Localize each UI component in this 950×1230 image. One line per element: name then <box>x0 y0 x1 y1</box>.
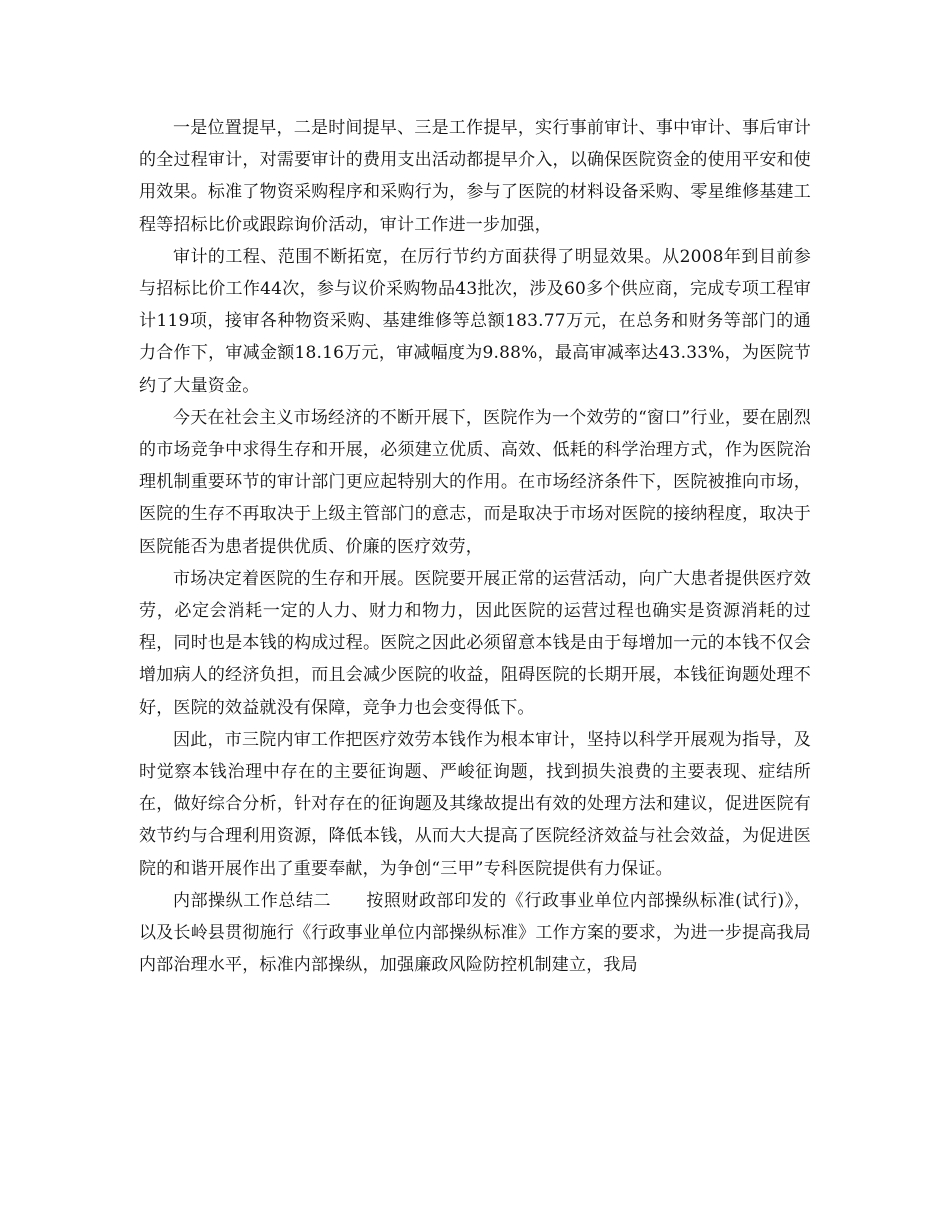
paragraph-1: 一是位置提早，二是时间提早、三是工作提早，实行事前审计、事中审计、事后审计的全过程审计，对需要审计的费用支出活动都提早介入，以确保医院资金的使用平安和使用效果。标准了物资采购程序和采购行为，参与了医院的材料设备采购、零星维修基建工程等招标比价或跟踪询价活动，审计工作进一步加强， <box>139 118 811 235</box>
paragraph-4: 市场决定着医院的生存和开展。医院要开展正常的运营活动，向广大患者提供医疗效劳，必定会消耗一定的人力、财力和物力，因此医院的运营过程也确实是资源消耗的过程，同时也是本钱的构成过程。医院之因此必须留意本钱是由于每增加一元的本钱不仅会增加病人的经济负担，而且会减少医院的收益，阻碍医院的长期开展，本钱征询题处理不好，医院的效益就没有保障，竞争力也会变得低下。 <box>139 568 811 718</box>
paragraph-2: 审计的工程、范围不断拓宽，在厉行节约方面获得了明显效果。从2008年到目前参与招标比价工作44次，参与议价采购物品43批次，涉及60多个供应商，完成专项工程审计119项，接审各种物资采购、基建维修等总额183.77万元，在总务和财务等部门的通力合作下，审减金额18.16万元，审减幅度为9.88%，最高审减率达43.33%，为医院节约了大量资金。 <box>139 246 811 396</box>
paragraph-3: 今天在社会主义市场经济的不断开展下，医院作为一个效劳的“窗口”行业，要在剧烈的市场竞争中求得生存和开展，必须建立优质、高效、低耗的科学治理方式，作为医院治理机制重要环节的审计部门更应起特别大的作用。在市场经济条件下，医院被推向市场，医院的生存不再取决于上级主管部门的意志，而是取决于市场对医院的接纳程度，取决于医院能否为患者提供优质、价廉的医疗效劳， <box>139 407 811 557</box>
paragraph-6: 内部操纵工作总结二 按照财政部印发的《行政事业单位内部操纵标准(试行)》，以及长岭县贯彻施行《行政事业单位内部操纵标准》工作方案的要求，为进一步提高我局内部治理水平，标准内部操纵，加强廉政风险防控机制建立，我局 <box>139 890 811 976</box>
document-body <box>139 112 811 981</box>
paragraph-5: 因此，市三院内审工作把医疗效劳本钱作为根本审计，坚持以科学开展观为指导，及时觉察本钱治理中存在的主要征询题、严峻征询题，找到损失浪费的主要表现、症结所在，做好综合分析，针对存在的征询题及其缘故提出有效的处理方法和建议，促进医院有效节约与合理利用资源，降低本钱，从而大大提高了医院经济效益与社会效益，为促进医院的和谐开展作出了重要奉献，为争创“三甲”专科医院提供有力保证。 <box>139 729 811 879</box>
